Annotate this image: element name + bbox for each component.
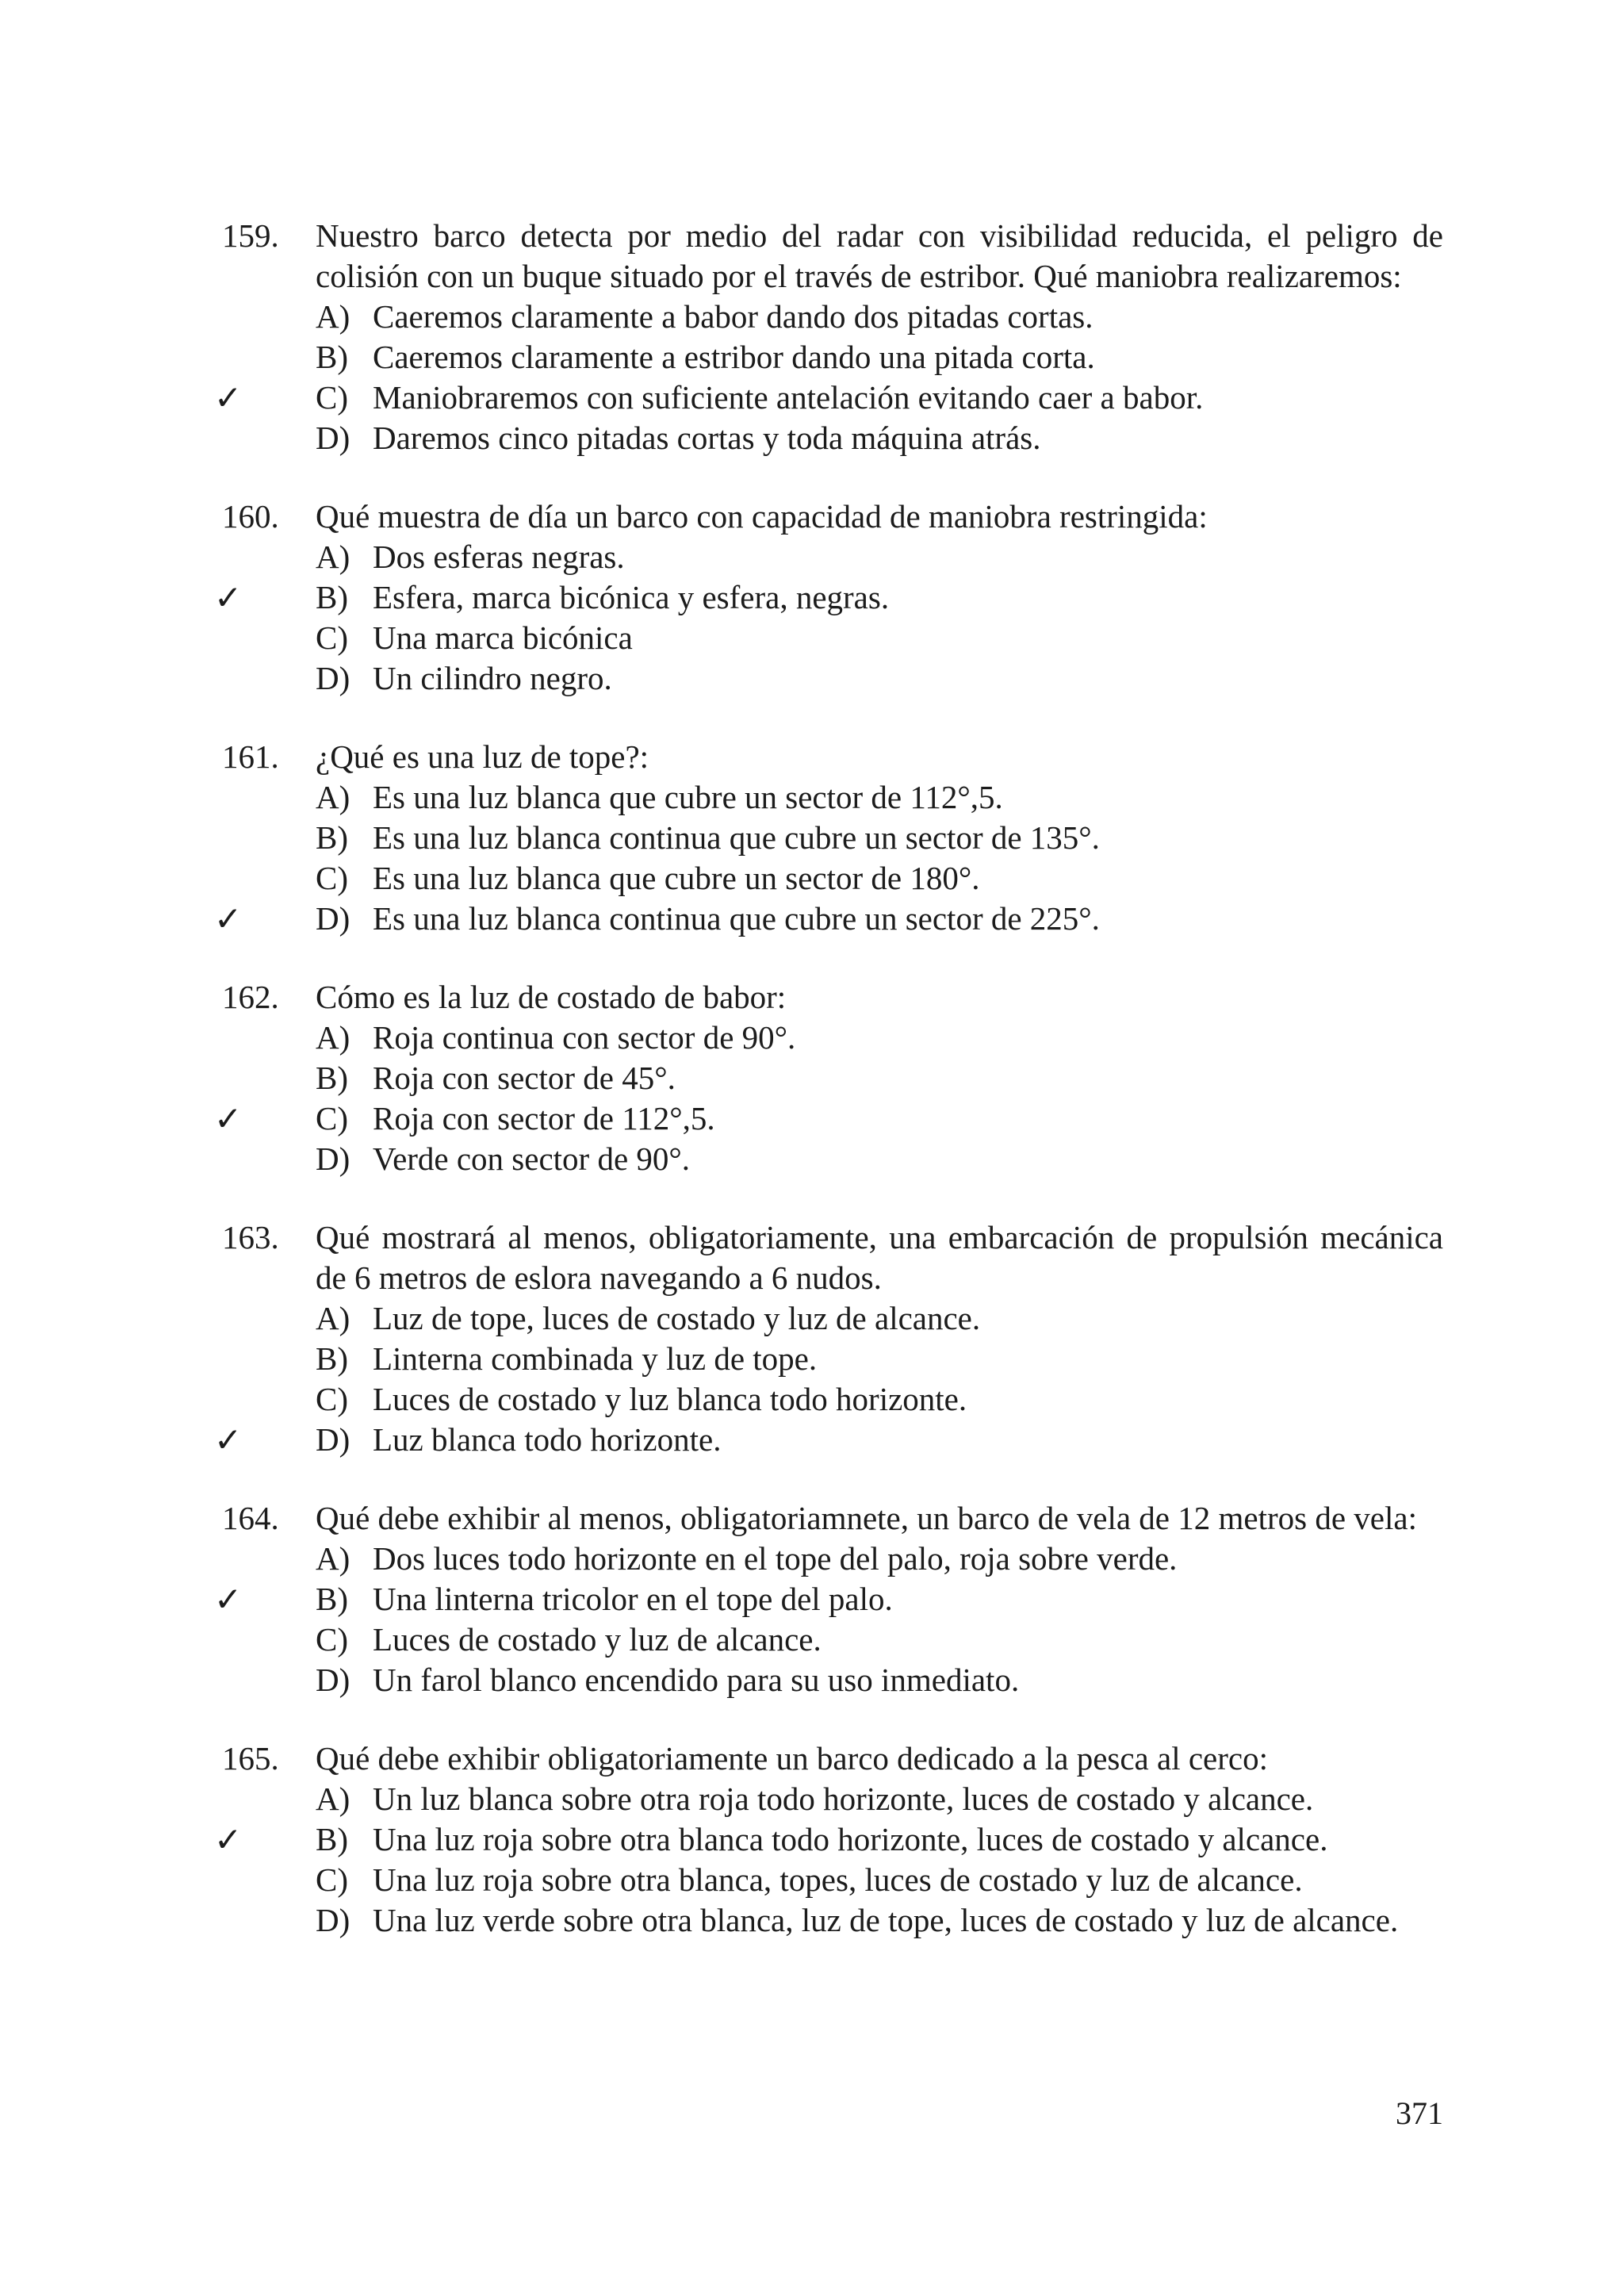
checkmark-icon: ✓ xyxy=(214,1099,243,1138)
answer-option xyxy=(222,1058,1443,1098)
option-text: Luz de tope, luces de costado y luz de alcance. xyxy=(373,1300,981,1336)
answer-option xyxy=(222,618,1443,658)
question-stem xyxy=(222,1217,1443,1298)
option-letter: C) xyxy=(316,1100,348,1137)
question-number: 162. xyxy=(222,979,279,1015)
answer-option xyxy=(222,1339,1443,1379)
checkmark-icon: ✓ xyxy=(214,1420,243,1459)
option-letter: B) xyxy=(316,1060,348,1096)
checkmark-icon: ✓ xyxy=(214,578,243,617)
option-letter: D) xyxy=(316,660,350,696)
question-block xyxy=(214,977,1443,1179)
question-block xyxy=(214,737,1443,939)
answer-option xyxy=(222,418,1443,458)
option-letter: A) xyxy=(316,1019,350,1056)
checkmark-icon: ✓ xyxy=(214,1580,243,1619)
answer-option xyxy=(214,1420,1443,1460)
option-text: Linterna combinada y luz de tope. xyxy=(373,1340,818,1377)
option-letter: A) xyxy=(316,1300,350,1336)
question-stem xyxy=(222,737,1443,777)
option-text: Una luz roja sobre otra blanca todo horizonte, luces de costado y alcance. xyxy=(373,1821,1328,1857)
answer-option xyxy=(222,658,1443,699)
question-stem xyxy=(222,496,1443,537)
question-text: ¿Qué es una luz de tope?: xyxy=(316,738,649,775)
option-letter: D) xyxy=(316,1421,350,1458)
option-letter: D) xyxy=(316,1902,350,1938)
option-text: Dos luces todo horizonte en el tope del palo, roja sobre verde. xyxy=(373,1540,1178,1577)
option-text: Un cilindro negro. xyxy=(373,660,612,696)
option-letter: B) xyxy=(316,1581,348,1617)
option-text: Una marca bicónica xyxy=(373,619,633,656)
option-text: Dos esferas negras. xyxy=(373,539,625,575)
answer-option xyxy=(222,1660,1443,1700)
question-stem xyxy=(222,1498,1443,1539)
answer-option xyxy=(214,1579,1443,1619)
answer-option xyxy=(222,818,1443,858)
checkmark-icon: ✓ xyxy=(214,899,243,938)
question-list xyxy=(214,216,1443,1979)
option-letter: B) xyxy=(316,579,348,615)
option-letter: C) xyxy=(316,379,348,416)
answer-option xyxy=(222,297,1443,337)
option-text: Luz blanca todo horizonte. xyxy=(373,1421,722,1458)
question-number: 161. xyxy=(222,738,279,775)
option-text: Es una luz blanca que cubre un sector de 180°. xyxy=(373,860,980,896)
answer-option xyxy=(214,899,1443,939)
answer-option xyxy=(222,1779,1443,1819)
question-number: 160. xyxy=(222,498,279,535)
question-stem xyxy=(222,216,1443,297)
question-text: Qué debe exhibir obligatoriamente un barco dedicado a la pesca al cerco: xyxy=(316,1740,1268,1777)
option-letter: A) xyxy=(316,1780,350,1817)
option-letter: C) xyxy=(316,619,348,656)
option-letter: C) xyxy=(316,860,348,896)
answer-option xyxy=(222,1139,1443,1179)
option-text: Luces de costado y luz blanca todo horizonte. xyxy=(373,1381,967,1417)
answer-options xyxy=(214,1298,1443,1460)
option-text: Roja continua con sector de 90°. xyxy=(373,1019,796,1056)
question-number: 165. xyxy=(222,1740,279,1777)
option-letter: C) xyxy=(316,1621,348,1658)
answer-options xyxy=(214,777,1443,939)
answer-option xyxy=(222,858,1443,899)
question-block xyxy=(214,496,1443,699)
question-text: Nuestro barco detecta por medio del radar con visibilidad reducida, el peligro de colisión con un buque situado por el través de estribor. Qué maniobra realizaremos: xyxy=(316,217,1443,294)
question-text: Qué debe exhibir al menos, obligatoriamnete, un barco de vela de 12 metros de vela: xyxy=(316,1500,1417,1536)
question-block xyxy=(214,1217,1443,1460)
answer-options xyxy=(214,297,1443,458)
option-text: Esfera, marca bicónica y esfera, negras. xyxy=(373,579,890,615)
option-text: Verde con sector de 90°. xyxy=(373,1140,691,1177)
checkmark-icon: ✓ xyxy=(214,378,243,417)
answer-option xyxy=(222,1900,1443,1941)
option-text: Maniobraremos con suficiente antelación evitando caer a babor. xyxy=(373,379,1204,416)
checkmark-icon: ✓ xyxy=(214,1820,243,1859)
option-text: Roja con sector de 112°,5. xyxy=(373,1100,715,1137)
answer-option xyxy=(222,1379,1443,1420)
option-text: Un luz blanca sobre otra roja todo horizonte, luces de costado y alcance. xyxy=(373,1780,1314,1817)
question-stem xyxy=(222,977,1443,1018)
question-block xyxy=(214,1738,1443,1941)
answer-option xyxy=(214,1819,1443,1860)
option-letter: A) xyxy=(316,298,350,335)
option-text: Un farol blanco encendido para su uso inmediato. xyxy=(373,1662,1020,1698)
option-letter: A) xyxy=(316,539,350,575)
answer-option xyxy=(222,777,1443,818)
question-number: 164. xyxy=(222,1500,279,1536)
answer-option xyxy=(214,378,1443,418)
option-text: Es una luz blanca que cubre un sector de 112°,5. xyxy=(373,779,1003,815)
question-stem xyxy=(222,1738,1443,1779)
answer-option xyxy=(214,1098,1443,1139)
option-letter: D) xyxy=(316,900,350,937)
option-text: Caeremos claramente a babor dando dos pitadas cortas. xyxy=(373,298,1094,335)
question-number: 163. xyxy=(222,1219,279,1255)
question-block xyxy=(214,1498,1443,1700)
question-text: Qué mostrará al menos, obligatoriamente, una embarcación de propulsión mecánica de 6 metros de eslora navegando a 6 nudos. xyxy=(316,1219,1443,1296)
option-letter: A) xyxy=(316,779,350,815)
answer-option xyxy=(214,577,1443,618)
answer-option xyxy=(222,1619,1443,1660)
answer-option xyxy=(222,1018,1443,1058)
answer-option xyxy=(222,1860,1443,1900)
page-number: 371 xyxy=(1396,2095,1443,2131)
option-text: Es una luz blanca continua que cubre un sector de 225°. xyxy=(373,900,1100,937)
question-text: Cómo es la luz de costado de babor: xyxy=(316,979,787,1015)
answer-option xyxy=(222,337,1443,378)
option-letter: A) xyxy=(316,1540,350,1577)
option-text: Caeremos claramente a estribor dando una pitada corta. xyxy=(373,339,1095,375)
option-letter: B) xyxy=(316,1340,348,1377)
question-block xyxy=(214,216,1443,458)
option-letter: B) xyxy=(316,1821,348,1857)
answer-option xyxy=(222,537,1443,577)
answer-options xyxy=(214,1779,1443,1941)
option-text: Una luz verde sobre otra blanca, luz de tope, luces de costado y luz de alcance. xyxy=(373,1902,1399,1938)
option-text: Luces de costado y luz de alcance. xyxy=(373,1621,822,1658)
option-text: Es una luz blanca continua que cubre un sector de 135°. xyxy=(373,819,1100,856)
option-letter: B) xyxy=(316,339,348,375)
option-text: Una luz roja sobre otra blanca, topes, luces de costado y luz de alcance. xyxy=(373,1861,1303,1898)
option-letter: D) xyxy=(316,1662,350,1698)
option-letter: C) xyxy=(316,1381,348,1417)
option-text: Una linterna tricolor en el tope del palo. xyxy=(373,1581,893,1617)
option-letter: D) xyxy=(316,420,350,456)
option-letter: D) xyxy=(316,1140,350,1177)
answer-option xyxy=(222,1298,1443,1339)
answer-options xyxy=(214,537,1443,699)
option-letter: C) xyxy=(316,1861,348,1898)
question-number: 159. xyxy=(222,217,279,254)
option-text: Daremos cinco pitadas cortas y toda máquina atrás. xyxy=(373,420,1041,456)
option-letter: B) xyxy=(316,819,348,856)
option-text: Roja con sector de 45°. xyxy=(373,1060,676,1096)
question-text: Qué muestra de día un barco con capacidad de maniobra restringida: xyxy=(316,498,1208,535)
answer-options xyxy=(214,1018,1443,1179)
answer-options xyxy=(214,1539,1443,1700)
answer-option xyxy=(222,1539,1443,1579)
